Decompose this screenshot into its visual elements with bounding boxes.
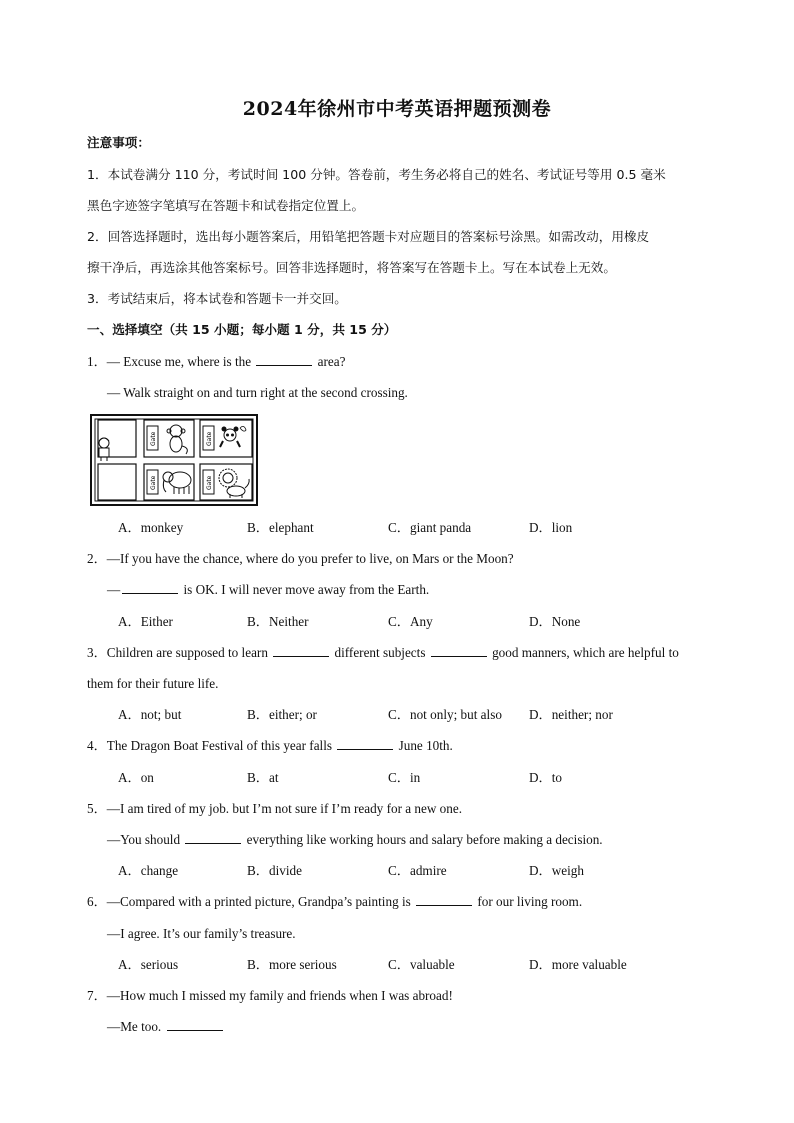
answer-blank xyxy=(337,737,393,750)
answer-blank xyxy=(167,1018,223,1031)
q6-option-d[interactable]: D．more valuable xyxy=(529,957,627,972)
answer-blank xyxy=(273,644,329,657)
question-7-line-2: —Me too. xyxy=(107,1018,225,1036)
notice-item-1-line-1: 1．本试卷满分 110 分，考试时间 100 分钟。答卷前，考生务必将自己的姓名、考试证号等用 0.5 毫米 xyxy=(87,167,666,182)
question-4-line-1: 4．The Dragon Boat Festival of this year falls June 10th. xyxy=(87,738,453,753)
question-6-line-1: 6．—Compared with a printed picture, Grandpa’s painting is for our living room. xyxy=(87,894,583,909)
q6-option-c[interactable]: C．valuable xyxy=(388,957,455,972)
q4-option-c[interactable]: C．in xyxy=(388,770,421,785)
lion-icon xyxy=(219,469,249,498)
question-1-line-1: 1．— Excuse me, where is the area? xyxy=(87,354,346,369)
zoo-map-figure xyxy=(90,414,258,506)
section-heading: 一、选择填空（共 15 小题；每小题 1 分，共 15 分） xyxy=(87,322,397,337)
map-cell-bottom-left xyxy=(98,464,136,500)
question-6-line-2: —I agree. It’s our family’s treasure. xyxy=(107,926,296,941)
page-title: 2024年徐州市中考英语押题预测卷 xyxy=(242,98,552,120)
q2-option-b[interactable]: B．Neither xyxy=(247,614,309,629)
gate-sign-4 xyxy=(203,470,214,494)
question-1-line-2: — Walk straight on and turn right at the second crossing. xyxy=(107,385,408,400)
answer-blank xyxy=(431,644,487,657)
notice-item-1-line-2: 黑色字迹签字笔填写在答题卡和试卷指定位置上。 xyxy=(87,198,365,213)
elephant-icon xyxy=(163,472,191,494)
answer-blank xyxy=(416,893,472,906)
q3-option-b[interactable]: B．either; or xyxy=(247,707,317,722)
q3-option-a[interactable]: A．not; but xyxy=(118,707,182,722)
question-5-line-1: 5．—I am tired of my job. but I’m not sure if I’m ready for a new one. xyxy=(87,801,463,816)
q1-option-a[interactable]: A．monkey xyxy=(118,520,184,535)
question-3-line-2: them for their future life. xyxy=(87,676,219,691)
q5-option-d[interactable]: D．weigh xyxy=(529,863,584,878)
notice-item-3: 3．考试结束后，将本试卷和答题卡一并交回。 xyxy=(87,291,347,306)
q5-option-c[interactable]: C．admire xyxy=(388,863,447,878)
notice-heading: 注意事项： xyxy=(87,135,150,150)
svg-text:Gate: Gate xyxy=(150,475,157,490)
answer-blank xyxy=(122,581,178,594)
q1-option-c[interactable]: C．giant panda xyxy=(388,520,472,535)
q4-option-b[interactable]: B．at xyxy=(247,770,279,785)
q2-option-d[interactable]: D．None xyxy=(529,614,581,629)
monkey-icon xyxy=(167,425,187,454)
question-2-line-2: — is OK. I will never move away from the Earth. xyxy=(107,582,430,597)
notice-item-2-line-2: 擦干净后，再选涂其他答案标号。回答非选择题时，将答案写在答题卡上。写在本试卷上无效。 xyxy=(87,260,616,275)
q4-option-d[interactable]: D．to xyxy=(529,770,562,785)
answer-blank xyxy=(185,831,241,844)
q3-option-d[interactable]: D．neither; nor xyxy=(529,707,613,722)
q1-option-d[interactable]: D．lion xyxy=(529,520,573,535)
q2-option-c[interactable]: C．Any xyxy=(388,614,433,629)
svg-text:Gate: Gate xyxy=(206,475,213,490)
q5-option-b[interactable]: B．divide xyxy=(247,863,302,878)
svg-text:Gate: Gate xyxy=(150,431,157,446)
question-7-line-1: 7．—How much I missed my family and friends when I was abroad! xyxy=(87,988,453,1003)
gate-sign-3 xyxy=(147,470,158,494)
gate-sign-1 xyxy=(147,426,158,450)
q6-option-a[interactable]: A．serious xyxy=(118,957,179,972)
q3-option-c[interactable]: C．not only; but also xyxy=(388,707,502,722)
question-3-line-1: 3．Children are supposed to learn different subjects good manners, which are helpful to xyxy=(87,645,679,660)
q2-option-a[interactable]: A．Either xyxy=(118,614,173,629)
q1-option-b[interactable]: B．elephant xyxy=(247,520,314,535)
answer-blank xyxy=(256,353,312,366)
notice-item-2-line-1: 2．回答选择题时，选出每小题答案后，用铅笔把答题卡对应题目的答案标号涂黑。如需改动，用橡皮 xyxy=(87,229,650,244)
question-2-line-1: 2．—If you have the chance, where do you prefer to live, on Mars or the Moon? xyxy=(87,551,514,566)
q4-option-a[interactable]: A．on xyxy=(118,770,154,785)
gate-sign-2 xyxy=(203,426,214,450)
q6-option-b[interactable]: B．more serious xyxy=(247,957,337,972)
q5-option-a[interactable]: A．change xyxy=(118,863,179,878)
svg-text:Gate: Gate xyxy=(206,431,213,446)
question-5-line-2: —You should everything like working hours and salary before making a decision. xyxy=(107,832,603,847)
giant-panda-icon xyxy=(220,426,246,447)
